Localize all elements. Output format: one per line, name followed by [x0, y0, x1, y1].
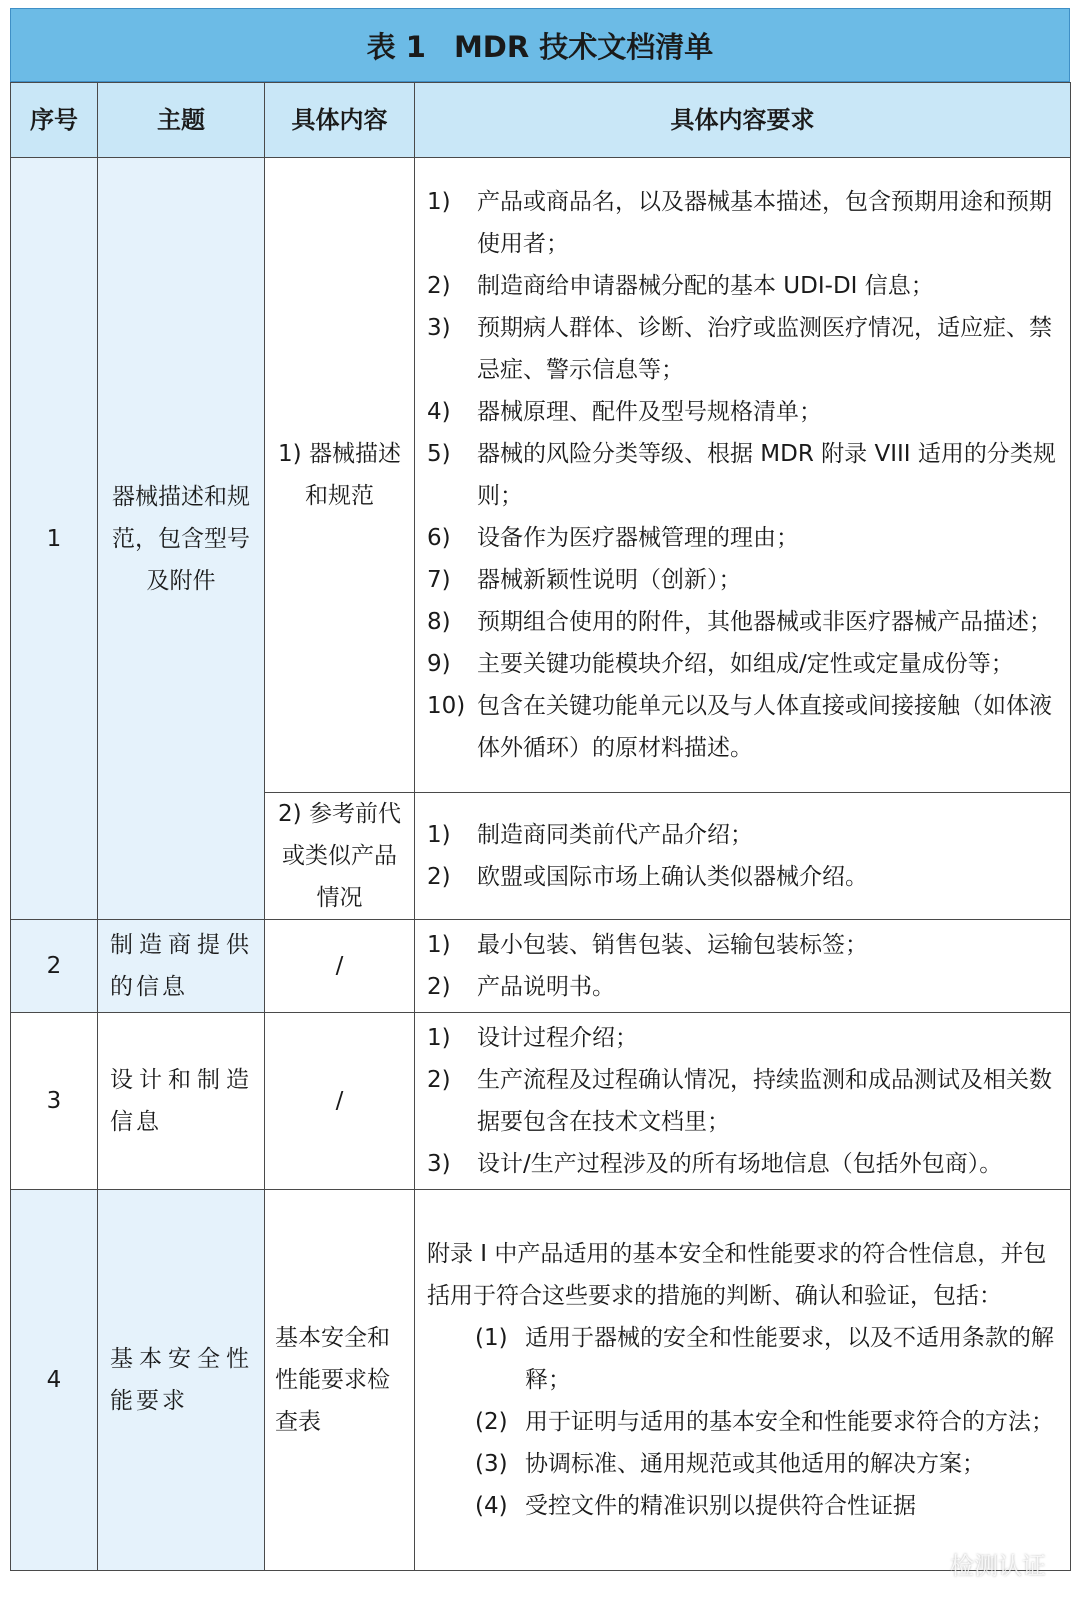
row-topic: 器械描述和规范，包含型号及附件	[98, 158, 265, 920]
row-number: 3	[11, 1013, 98, 1190]
table-row	[11, 158, 1071, 793]
list-item: 8) 预期组合使用的附件，其他器械或非医疗器械产品描述；	[427, 609, 1052, 635]
row-number: 2	[11, 920, 98, 1013]
row-topic: 制造商提供的信息	[98, 920, 265, 1013]
header-requirements: 具体内容要求	[415, 83, 1071, 158]
list-item: (3) 协调标准、通用规范或其他适用的解决方案；	[475, 1451, 985, 1477]
header-content: 具体内容	[265, 83, 415, 158]
header-row	[11, 83, 1071, 158]
list-item: 6) 设备作为医疗器械管理的理由；	[427, 525, 799, 551]
table-number: 表 1	[366, 29, 426, 64]
row-topic: 设计和制造信息	[98, 1013, 265, 1190]
list-item: 1) 产品或商品名，以及器械基本描述，包含预期用途和预期使用者；	[427, 189, 1052, 257]
list-item: 1) 最小包装、销售包装、运输包装标签；	[427, 932, 868, 958]
table-title-text: MDR 技术文档清单	[453, 29, 714, 64]
row-number: 4	[11, 1190, 98, 1571]
requirements-intro: 附录 I 中产品适用的基本安全和性能要求的符合性信息，并包括用于符合这些要求的措施的判断、确认和验证，包括：	[427, 1241, 1047, 1309]
row-number: 1	[11, 158, 98, 920]
list-item: 7) 器械新颖性说明（创新）；	[427, 567, 742, 593]
list-item: (1) 适用于器械的安全和性能要求，以及不适用条款的解释；	[475, 1325, 1054, 1393]
table-row	[11, 1190, 1071, 1571]
list-item: 4) 器械原理、配件及型号规格清单；	[427, 399, 822, 425]
list-item: 3) 预期病人群体、诊断、治疗或监测医疗情况，适应症、禁忌症、警示信息等；	[427, 315, 1052, 383]
requirements-list	[415, 793, 1071, 920]
list-item: (4) 受控文件的精准识别以提供符合性证据	[475, 1493, 916, 1519]
header-topic: 主题	[98, 83, 265, 158]
requirements-list	[415, 1190, 1071, 1571]
mdr-document-table	[10, 82, 1071, 1571]
requirements-list	[415, 158, 1071, 793]
requirements-list	[415, 1013, 1071, 1190]
list-item: 2) 制造商给申请器械分配的基本 UDI-DI 信息；	[427, 273, 934, 299]
list-item: 1) 设计过程介绍；	[427, 1025, 638, 1051]
list-item: 2) 生产流程及过程确认情况，持续监测和成品测试及相关数据要包含在技术文档里；	[427, 1067, 1052, 1135]
table-row	[11, 920, 1071, 1013]
requirements-list	[415, 920, 1071, 1013]
row-content: 1) 器械描述和规范	[265, 158, 415, 793]
row-content: /	[265, 920, 415, 1013]
list-item: 10) 包含在关键功能单元以及与人体直接或间接接触（如体液体外循环）的原材料描述。	[427, 693, 1052, 761]
header-no: 序号	[11, 83, 98, 158]
row-content: 2) 参考前代或类似产品情况	[265, 793, 415, 920]
list-item: 1) 制造商同类前代产品介绍；	[427, 822, 753, 848]
list-item: 9) 主要关键功能模块介绍，如组成/定性或定量成份等；	[427, 651, 1014, 677]
table-title	[10, 8, 1070, 82]
list-item: 2) 产品说明书。	[427, 974, 615, 1000]
list-item: 2) 欧盟或国际市场上确认类似器械介绍。	[427, 864, 868, 890]
row-content: /	[265, 1013, 415, 1190]
row-topic: 基本安全性能要求	[98, 1190, 265, 1571]
list-item: (2) 用于证明与适用的基本安全和性能要求符合的方法；	[475, 1409, 1054, 1435]
table-row	[11, 1013, 1071, 1190]
row-content: 基本安全和性能要求检查表	[265, 1190, 415, 1571]
list-item: 3) 设计/生产过程涉及的所有场地信息（包括外包商）。	[427, 1151, 1003, 1177]
list-item: 5) 器械的风险分类等级、根据 MDR 附录 VIII 适用的分类规则；	[427, 441, 1056, 509]
watermark: 检测认证	[950, 1552, 1046, 1580]
